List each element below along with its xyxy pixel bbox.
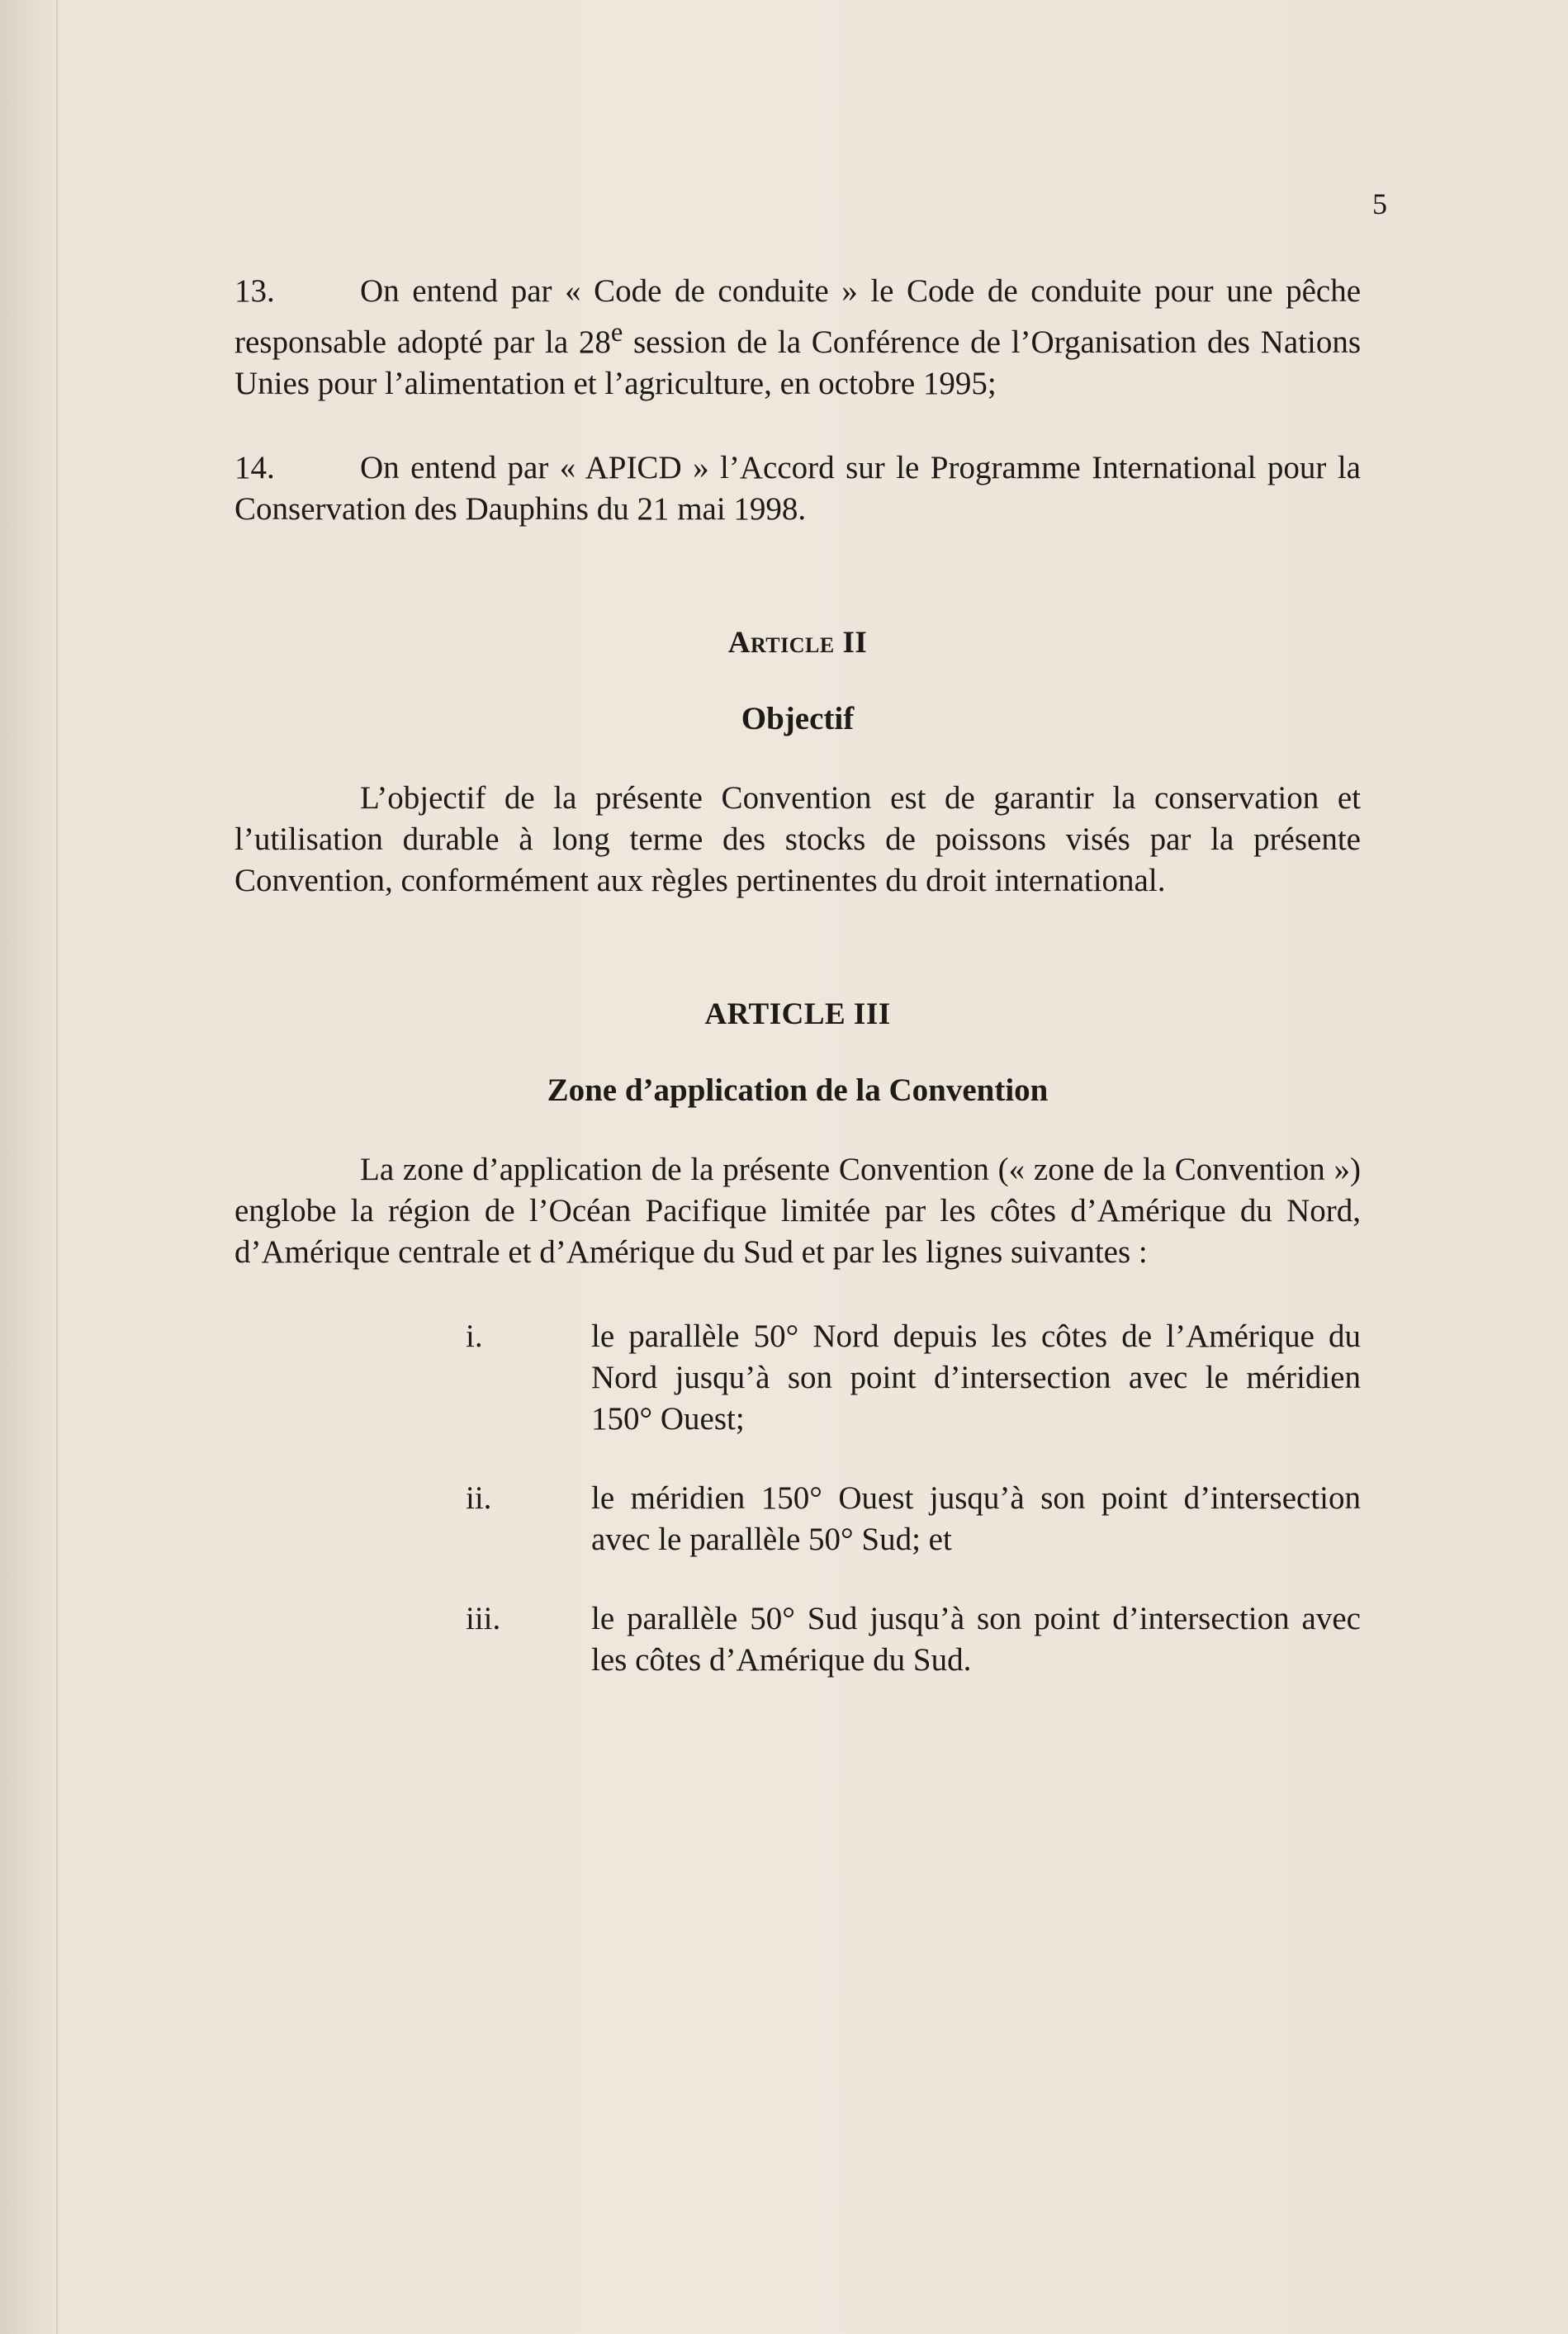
document-body <box>234 271 1361 1719</box>
page-number: 5 <box>1372 187 1387 220</box>
article-2-heading: Objectif <box>741 701 855 736</box>
definition-text: On entend par « APICD » l’Accord sur le Programme International pour la Conservation des Dauphins du 21 mai 1998. <box>234 450 1361 527</box>
list-item-label: i. <box>466 1318 483 1354</box>
boundary-lines-list <box>234 1316 1361 1681</box>
article-3-heading: Zone d’application de la Convention <box>547 1072 1049 1108</box>
definition-number: 13. <box>234 273 275 309</box>
list-item-text: le parallèle 50° Sud jusqu’à son point d’intersection avec les côtes d’Amérique du Sud. <box>591 1601 1361 1678</box>
list-item <box>466 1598 1361 1681</box>
list-item-label: ii. <box>466 1480 492 1516</box>
list-item-label: iii. <box>466 1601 501 1636</box>
definition-14 <box>234 447 1361 530</box>
definition-text: On entend par « Code de conduite » le Code de conduite pour une pêche responsable adopté par la 28 <box>234 273 1361 360</box>
superscript: e <box>610 318 623 348</box>
definition-13 <box>234 271 1361 405</box>
definition-number: 14. <box>234 450 275 485</box>
list-item <box>466 1316 1361 1440</box>
article-2-title <box>234 623 1361 664</box>
list-item-text: le parallèle 50° Nord depuis les côtes de l’Amérique du Nord jusqu’à son point d’intersection avec le méridien 150° Ouest; <box>591 1318 1361 1437</box>
binding-shadow <box>56 0 58 2334</box>
article-2-paragraph: L’objectif de la présente Convention est de garantir la conservation et l’utilisation durable à long terme des stocks de poissons visés par la présente Convention, conformément aux règles pertinentes du droit international. <box>234 780 1361 898</box>
list-item-text: le méridien 150° Ouest jusqu’à son point d’intersection avec le parallèle 50° Sud; et <box>591 1480 1361 1557</box>
article-2-title-text: Article II <box>727 626 868 660</box>
definition-text-continued: session de la Conférence de l’Organisation des Nations Unies pour l’alimentation et l’agriculture, en octobre 1995; <box>234 324 1361 401</box>
article-3-title: ARTICLE III <box>704 997 891 1031</box>
list-item <box>466 1478 1361 1560</box>
article-3-paragraph: La zone d’application de la présente Convention (« zone de la Convention ») englobe la région de l’Océan Pacifique limitée par les côtes d’Amérique du Nord, d’Amérique centrale et d’Amérique du Sud et par les lignes suivantes : <box>234 1152 1361 1270</box>
